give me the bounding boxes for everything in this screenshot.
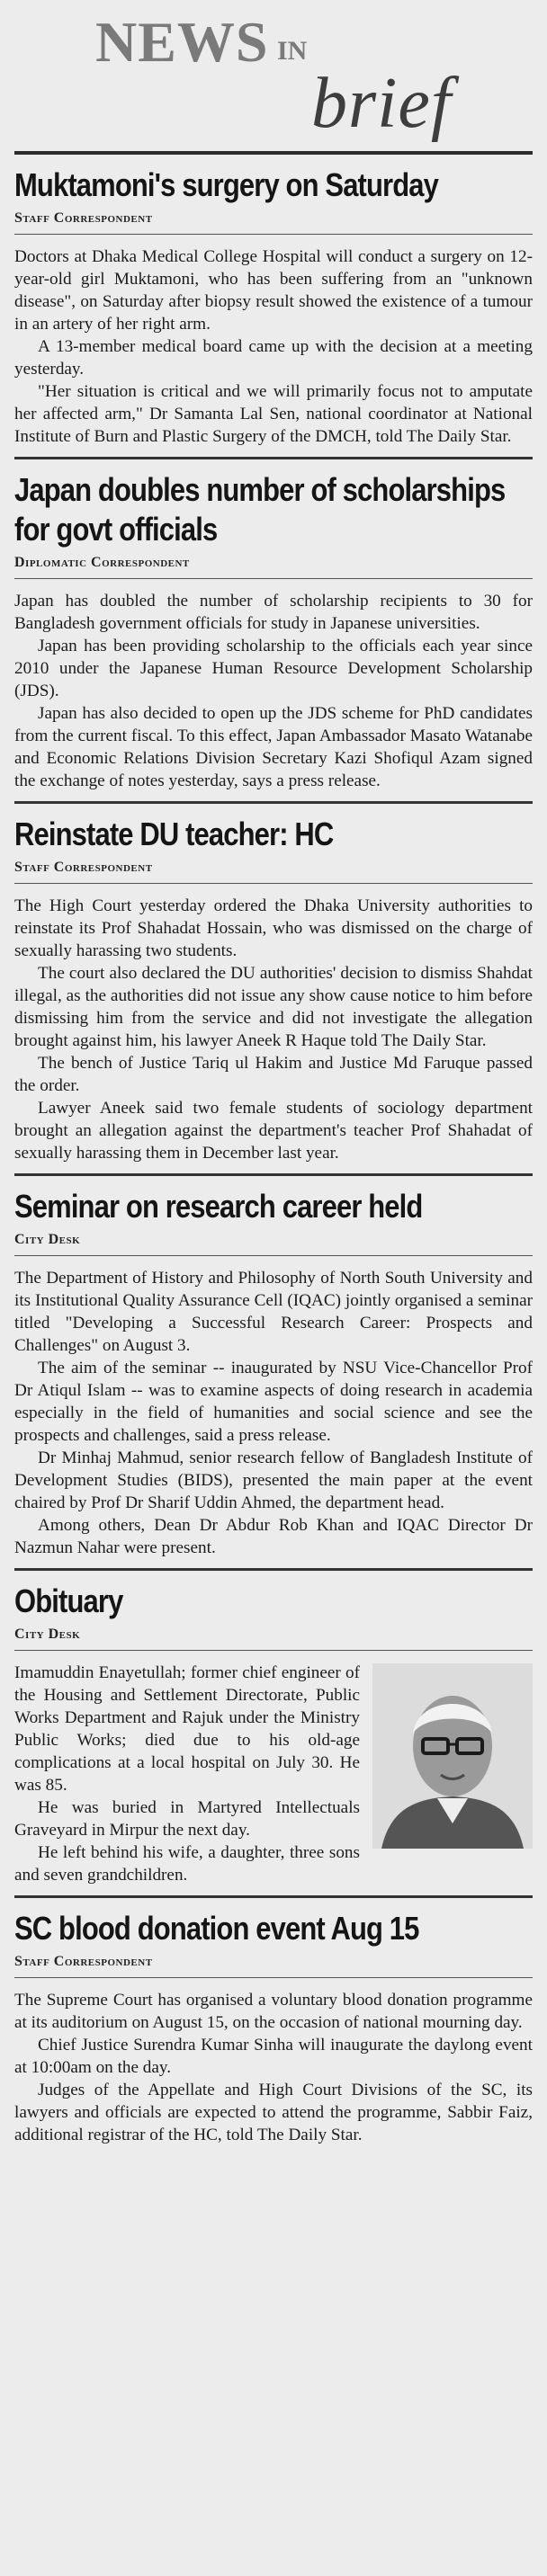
paragraph: Judges of the Appellate and High Court Divisions of the SC, its lawyers and officials are expected to attend the programme, Sabbir Faiz, additional registrar of the HC, told The Daily Star. <box>14 2081 533 2144</box>
story-du-teacher <box>14 804 533 1176</box>
paragraph: Japan has been providing scholarship to the officials each year since 2010 under the Japanese Human Resource Development Scholarship (JDS). <box>14 637 533 700</box>
byline: Staff Correspondent <box>14 1954 533 1978</box>
paragraph: Japan has doubled the number of scholarship recipients to 30 for Bangladesh government officials for study in Japanese universities. <box>14 592 533 633</box>
byline: Staff Correspondent <box>14 210 533 235</box>
headline: Muktamoni's surgery on Saturday <box>14 166 439 203</box>
headline: Japan doubles number of scholarships for govt officials <box>14 471 506 548</box>
paragraph: Imamuddin Enayetullah; former chief engineer of the Housing and Settlement Directorate, Public Works Department and Rajuk under the Ministry Public Works; died due to his old-age complications at a local hospital on July 30. He was 85. <box>14 1663 360 1795</box>
paragraph: He left behind his wife, a daughter, three sons and seven grandchildren. <box>14 1843 360 1885</box>
byline: Staff Correspondent <box>14 860 533 884</box>
headline: Reinstate DU teacher: HC <box>14 816 334 852</box>
masthead-brief: brief <box>311 64 453 143</box>
paragraph: Lawyer Aneek said two female students of sociology department brought an allegation against the department's teacher Prof Shahadat of sexually harassing them in December last year. <box>14 1099 533 1163</box>
paragraph: He was buried in Martyred Intellectuals Graveyard in Mirpur the next day. <box>14 1798 360 1840</box>
paragraph: The court also declared the DU authorities' decision to dismiss Shahdat illegal, as the authorities did not issue any show cause notice to him before dismissing him from the service and did not investigate the allegation brought against him, his lawyer Aneek R Haque told The Daily Star. <box>14 964 533 1050</box>
obituary-portrait-photo <box>372 1663 533 1849</box>
paragraph: Among others, Dean Dr Abdur Rob Khan and IQAC Director Dr Nazmun Nahar were present. <box>14 1516 533 1557</box>
story-muktamoni <box>14 155 533 459</box>
masthead <box>14 7 533 155</box>
paragraph: The bench of Justice Tariq ul Hakim and Justice Md Faruque passed the order. <box>14 1054 533 1095</box>
masthead-in: IN <box>277 36 308 66</box>
byline: Diplomatic Correspondent <box>14 555 533 579</box>
headline: SC blood donation event Aug 15 <box>14 1910 419 1947</box>
paragraph: Doctors at Dhaka Medical College Hospital will conduct a surgery on 12-year-old girl Muktamoni, who has been suffering from an "unknown disease", on Saturday after biopsy result showed the existence of a tumour in an artery of her right arm. <box>14 247 533 334</box>
headline: Seminar on research career held <box>14 1188 423 1225</box>
paragraph: A 13-member medical board came up with the decision at a meeting yesterday. <box>14 337 533 379</box>
byline: City Desk <box>14 1627 533 1651</box>
paragraph: "Her situation is critical and we will primarily focus not to amputate her affected arm," Dr Samanta Lal Sen, national coordinator at National Institute of Burn and Plastic Surgery of the DMCH, told The Daily Star. <box>14 382 533 446</box>
paragraph: The aim of the seminar -- inaugurated by NSU Vice-Chancellor Prof Dr Atiqul Islam -- was to examine aspects of doing research in academia especially in the field of humanities and social science and see the prospects and challenges, said a press release. <box>14 1359 533 1445</box>
paragraph: The Supreme Court has organised a voluntary blood donation programme at its auditorium on August 15, on the occasion of national mourning day. <box>14 1991 533 2032</box>
headline: Obituary <box>14 1582 123 1619</box>
news-page <box>14 0 533 2155</box>
paragraph: The High Court yesterday ordered the Dhaka University authorities to reinstate its Prof Shahadat Hossain, who was dismissed on the charge of sexually harassing two students. <box>14 896 533 960</box>
paragraph: Japan has also decided to open up the JDS scheme for PhD candidates from the current fiscal. To this effect, Japan Ambassador Masato Watanabe and Economic Relations Division Secretary Kazi Shofiqul Azam signed the exchange of notes yesterday, says a press release. <box>14 704 533 790</box>
paragraph: The Department of History and Philosophy of North South University and its Institutional Quality Assurance Cell (IQAC) jointly organised a seminar titled "Developing a Successful Research Career: Prospects and Challenges" on August 3. <box>14 1269 533 1355</box>
masthead-news: NEWS <box>95 10 269 74</box>
byline: City Desk <box>14 1232 533 1256</box>
paragraph: Chief Justice Surendra Kumar Sinha will inaugurate the daylong event at 10:00am on the day. <box>14 2036 533 2077</box>
story-research-seminar <box>14 1176 533 1571</box>
story-obituary <box>14 1571 533 1898</box>
paragraph: Dr Minhaj Mahmud, senior research fellow of Bangladesh Institute of Development Studies (BIDS), presented the main paper at the event chaired by Prof Dr Sharif Uddin Ahmed, the department head. <box>14 1448 533 1512</box>
story-sc-blood-donation <box>14 1898 533 2155</box>
story-japan-scholarships <box>14 459 533 804</box>
